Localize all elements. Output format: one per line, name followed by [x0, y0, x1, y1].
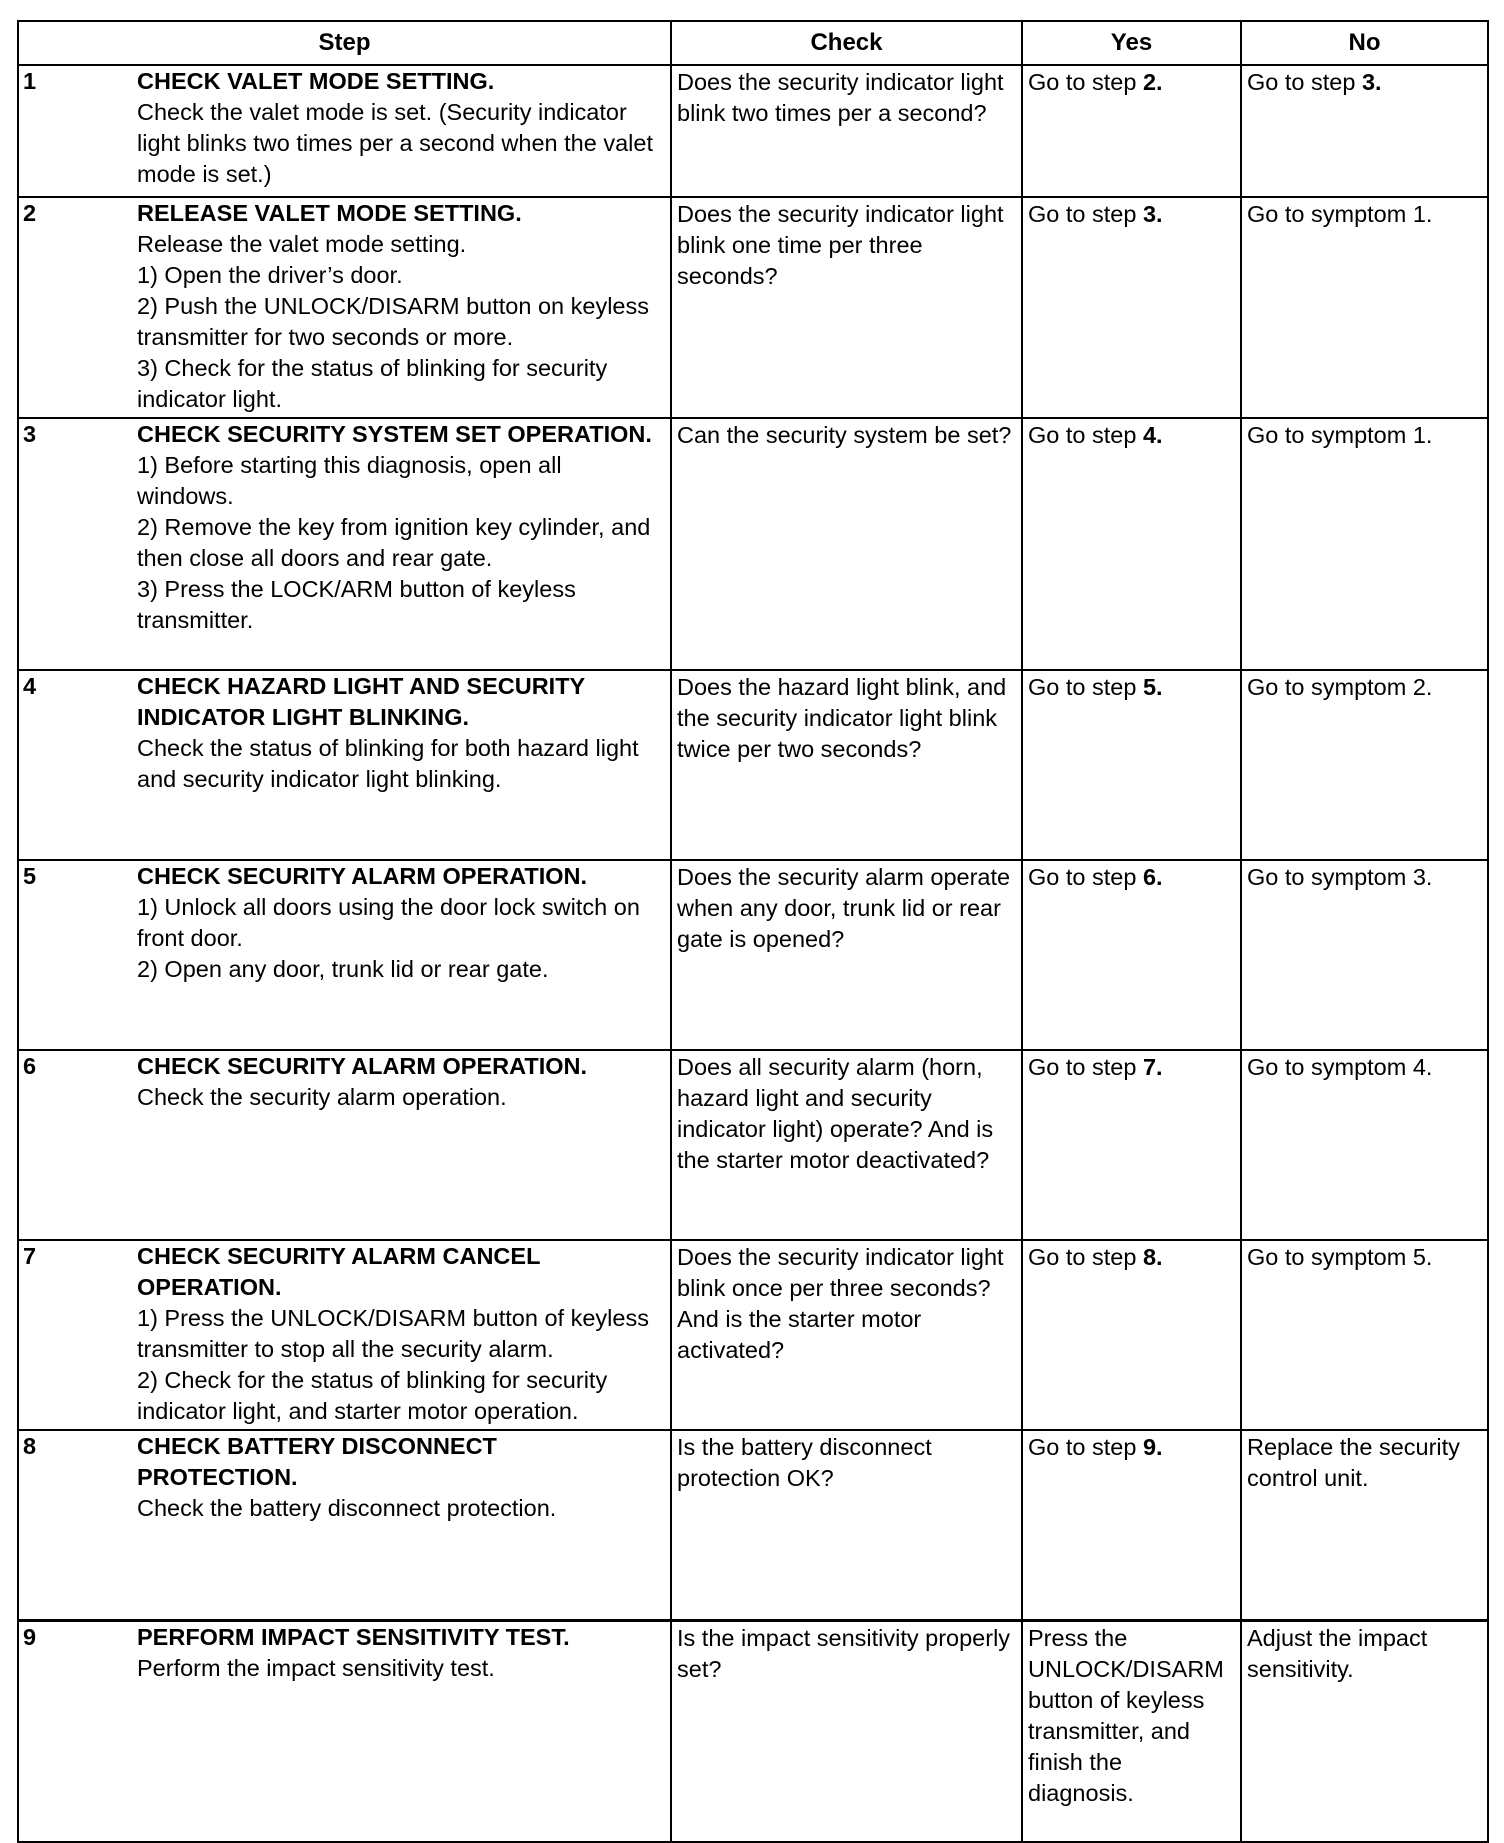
step-cell [18, 1050, 671, 1240]
yes-cell: Go to step 3. [1022, 197, 1241, 418]
step-number: 4 [23, 673, 37, 699]
diagnostic-table [17, 20, 1489, 1843]
table-row [18, 1240, 1488, 1430]
step-instruction: 1) Press the UNLOCK/DISARM button of keyless transmitter to stop all the security alarm. [137, 1305, 649, 1362]
yes-cell: Go to step 9. [1022, 1430, 1241, 1621]
step-cell [18, 670, 671, 860]
yes-cell: Go to step 7. [1022, 1050, 1241, 1240]
step-instruction: 2) Open any door, trunk lid or rear gate. [137, 956, 549, 982]
check-cell: Does the security indicator light blink two times per a second? [671, 65, 1022, 197]
check-cell: Does the security indicator light blink once per three seconds? And is the starter motor activated? [671, 1240, 1022, 1430]
yes-cell: Go to step 4. [1022, 418, 1241, 670]
table-header-row [18, 21, 1488, 65]
table-row [18, 197, 1488, 418]
step-title: RELEASE VALET MODE SETTING. [137, 200, 522, 226]
step-instruction: 3) Check for the status of blinking for security indicator light. [137, 355, 608, 412]
step-cell [18, 418, 671, 670]
step-title: CHECK HAZARD LIGHT AND SECURITY INDICATOR LIGHT BLINKING. [137, 673, 585, 730]
yes-cell: Go to step 5. [1022, 670, 1241, 860]
step-cell [18, 860, 671, 1050]
step-instruction: 2) Check for the status of blinking for security indicator light, and starter motor operation. [137, 1367, 608, 1424]
step-instruction: Check the valet mode is set. (Security indicator light blinks two times per a second when the valet mode is set.) [137, 99, 653, 187]
step-title: CHECK SECURITY SYSTEM SET OPERATION. [137, 421, 652, 447]
step-title: CHECK VALET MODE SETTING. [137, 68, 495, 94]
check-cell: Is the battery disconnect protection OK? [671, 1430, 1022, 1621]
step-instruction: 1) Open the driver’s door. [137, 262, 403, 288]
step-instruction: 2) Remove the key from ignition key cylinder, and then close all doors and rear gate. [137, 514, 651, 571]
step-title: CHECK SECURITY ALARM OPERATION. [137, 863, 587, 889]
step-number: 9 [23, 1624, 37, 1650]
step-cell [18, 197, 671, 418]
step-number: 3 [23, 421, 37, 447]
no-cell: Go to symptom 5. [1241, 1240, 1488, 1430]
diagnostic-procedure-sheet [17, 20, 1487, 1843]
step-number: 6 [23, 1053, 37, 1079]
yes-cell: Go to step 2. [1022, 65, 1241, 197]
step-title: CHECK SECURITY ALARM OPERATION. [137, 1053, 587, 1079]
step-instruction: 2) Push the UNLOCK/DISARM button on keyless transmitter for two seconds or more. [137, 293, 649, 350]
table-row [18, 1050, 1488, 1240]
no-cell: Go to symptom 2. [1241, 670, 1488, 860]
check-cell: Can the security system be set? [671, 418, 1022, 670]
step-title: CHECK SECURITY ALARM CANCEL OPERATION. [137, 1243, 540, 1300]
step-instruction: Check the security alarm operation. [137, 1084, 507, 1110]
no-cell: Go to symptom 3. [1241, 860, 1488, 1050]
step-instruction: 3) Press the LOCK/ARM button of keyless transmitter. [137, 576, 576, 633]
no-cell: Replace the security control unit. [1241, 1430, 1488, 1621]
table-row [18, 1430, 1488, 1621]
step-number: 7 [23, 1243, 37, 1269]
check-cell: Does the security indicator light blink one time per three seconds? [671, 197, 1022, 418]
step-instruction: Check the battery disconnect protection. [137, 1495, 557, 1521]
no-cell: Go to symptom 1. [1241, 418, 1488, 670]
header-no: No [1241, 21, 1488, 65]
step-instruction: Release the valet mode setting. [137, 231, 467, 257]
header-yes: Yes [1022, 21, 1241, 65]
step-number: 8 [23, 1433, 37, 1459]
yes-cell: Go to step 6. [1022, 860, 1241, 1050]
table-row [18, 670, 1488, 860]
step-instruction: 1) Before starting this diagnosis, open all windows. [137, 452, 562, 509]
step-cell [18, 65, 671, 197]
no-cell: Adjust the impact sensitivity. [1241, 1621, 1488, 1843]
check-cell: Does the hazard light blink, and the security indicator light blink twice per two seconds? [671, 670, 1022, 860]
step-title: PERFORM IMPACT SENSITIVITY TEST. [137, 1624, 570, 1650]
step-cell [18, 1430, 671, 1621]
table-row [18, 1621, 1488, 1843]
step-number: 5 [23, 863, 37, 889]
step-instruction: Check the status of blinking for both hazard light and security indicator light blinking. [137, 735, 639, 792]
step-title: CHECK BATTERY DISCONNECT PROTECTION. [137, 1433, 497, 1490]
step-cell [18, 1240, 671, 1430]
header-check: Check [671, 21, 1022, 65]
yes-cell: Go to step 8. [1022, 1240, 1241, 1430]
step-instruction: 1) Unlock all doors using the door lock switch on front door. [137, 894, 640, 951]
no-cell: Go to symptom 1. [1241, 197, 1488, 418]
check-cell: Does the security alarm operate when any door, trunk lid or rear gate is opened? [671, 860, 1022, 1050]
step-cell [18, 1621, 671, 1843]
table-row [18, 65, 1488, 197]
check-cell: Does all security alarm (horn, hazard light and security indicator light) operate? And is the starter motor deactivated? [671, 1050, 1022, 1240]
check-cell: Is the impact sensitivity properly set? [671, 1621, 1022, 1843]
no-cell: Go to step 3. [1241, 65, 1488, 197]
table-row [18, 860, 1488, 1050]
no-cell: Go to symptom 4. [1241, 1050, 1488, 1240]
step-number: 2 [23, 200, 37, 226]
yes-cell: Press the UNLOCK/DISARM button of keyless transmitter, and finish the diagnosis. [1022, 1621, 1241, 1843]
header-step: Step [18, 21, 671, 65]
step-instruction: Perform the impact sensitivity test. [137, 1655, 495, 1681]
step-number: 1 [23, 68, 37, 94]
table-row [18, 418, 1488, 670]
